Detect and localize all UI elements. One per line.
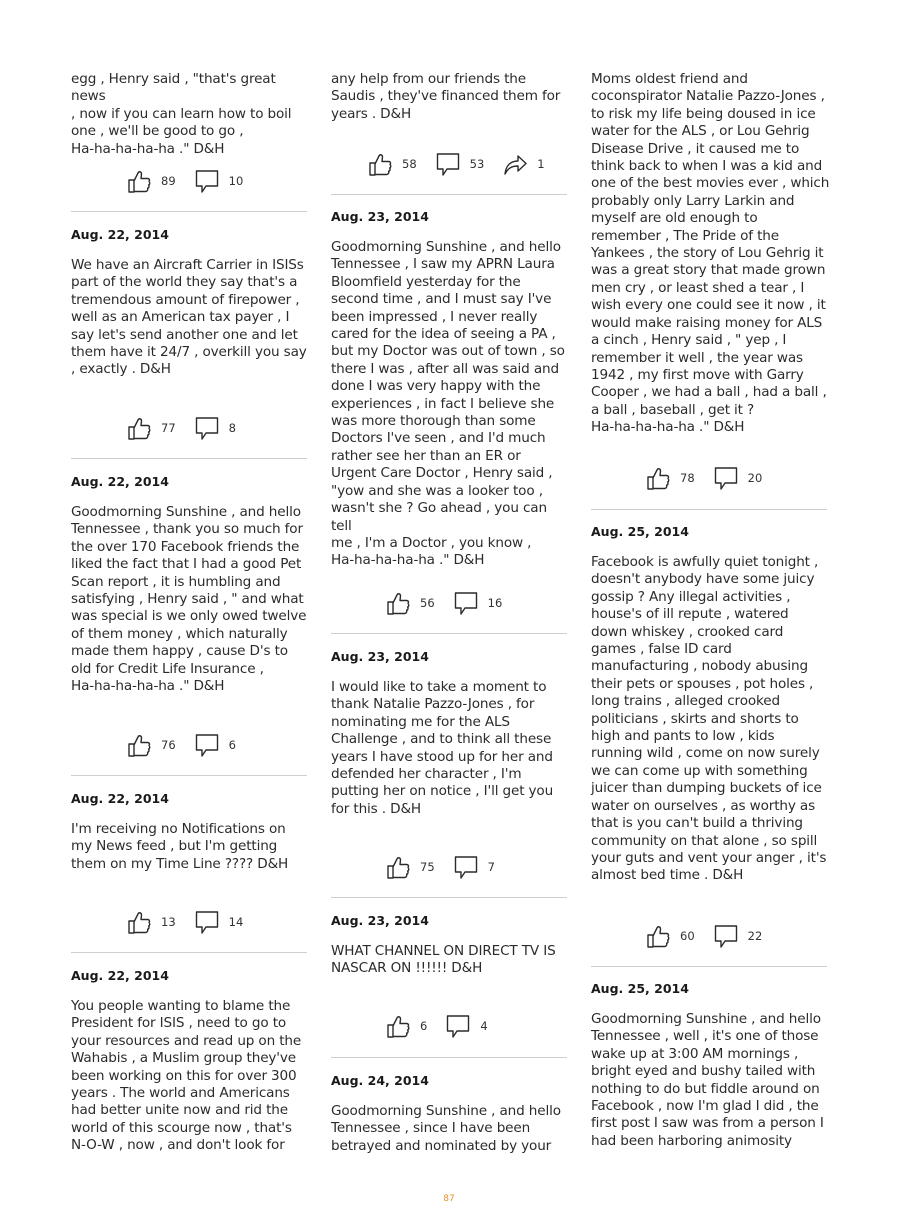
thumbs-up-icon — [385, 854, 411, 880]
post-date: Aug. 23, 2014 — [331, 913, 429, 928]
comment-button[interactable] — [445, 1013, 487, 1039]
post-actions — [385, 1012, 506, 1040]
like-count: 75 — [420, 860, 435, 874]
post-actions — [126, 731, 254, 759]
post-actions — [126, 167, 261, 195]
post-text: Facebook is awfully quiet tonight , doesn't anybody have some juicy gossip ? Any illegal activities , house's of ill repute , watered down whiskey , crooked card games , false ID card manufacturing , nobody abusing their pets or spouses , pot holes , long trains , alleged crooked politicians , skirts and shorts to high and pants to low , kids running wild , come on now surely we can come up with something juicer than dumping buckets of ice water on ourselves , as worthy as that is you can't build a thriving community on that alone , so spill your guts and vent your anger , it's almost bed time . D&H — [591, 554, 827, 884]
post-text: Goodmorning Sunshine , and hello Tennessee , thank you so much for the over 170 Facebook friends the liked the fact that I had a good Pet Scan report , it is humbling and satisfying , Henry said , " and what was special is we only owed twelve of them money , which naturally made them happy , cause D's to old for Credit Life Insurance , Ha-ha-ha-ha-ha ." D&H — [71, 504, 307, 695]
post-actions — [645, 922, 780, 950]
comment-button[interactable] — [194, 732, 236, 758]
thumbs-up-icon — [126, 909, 152, 935]
post-date: Aug. 22, 2014 — [71, 474, 169, 489]
post-text: egg , Henry said , "that's great news , now if you can learn how to boil one , we'll be good to go , Ha-ha-ha-ha-ha ." D&H — [71, 71, 292, 157]
comment-icon — [194, 732, 220, 758]
post-date: Aug. 25, 2014 — [591, 524, 689, 539]
comment-count: 10 — [228, 174, 244, 188]
comment-count: 22 — [747, 929, 763, 943]
comment-button[interactable] — [453, 590, 503, 616]
comment-count: 6 — [228, 738, 236, 752]
comment-count: 4 — [480, 1019, 488, 1033]
post-actions — [385, 589, 520, 617]
comment-button[interactable] — [453, 854, 495, 880]
comment-button[interactable] — [713, 923, 763, 949]
divider — [71, 952, 307, 953]
like-button[interactable] — [645, 465, 695, 491]
comment-icon — [453, 590, 479, 616]
share-count: 1 — [537, 157, 545, 171]
comment-icon — [194, 909, 220, 935]
post-actions — [645, 464, 780, 492]
divider — [71, 775, 307, 776]
like-button[interactable] — [385, 1013, 427, 1039]
comment-count: 8 — [228, 421, 236, 435]
thumbs-up-icon — [126, 732, 152, 758]
comment-count: 53 — [469, 157, 485, 171]
post-text: Goodmorning Sunshine , and hello Tennessee , I saw my APRN Laura Bloomfield yesterday for the second time , and I must say I've been impressed , I never really cared for the idea of seeing a PA , but my Doctor was out of town , so there I was , after all was said and done I was very happy with the experiences , in fact I believe she was more thorough than some Doctors I've seen , and I'd much rather see her than an ER or Urgent Care Doctor , Henry said , "yow and she was a looker too , wasn't she ? Go ahead , you can tell me , I'm a Doctor , you know , Ha-ha-ha-ha-ha ." D&H — [331, 239, 565, 569]
comment-icon — [713, 465, 739, 491]
divider — [71, 458, 307, 459]
like-count: 78 — [680, 471, 695, 485]
comment-icon — [453, 854, 479, 880]
comment-button[interactable] — [435, 151, 485, 177]
post-date: Aug. 22, 2014 — [71, 968, 169, 983]
like-count: 89 — [161, 174, 176, 188]
comment-count: 14 — [228, 915, 244, 929]
thumbs-up-icon — [367, 151, 393, 177]
share-icon — [502, 151, 528, 177]
like-count: 60 — [680, 929, 695, 943]
post-date: Aug. 22, 2014 — [71, 227, 169, 242]
comment-button[interactable] — [194, 168, 244, 194]
post-text: Goodmorning Sunshine , and hello Tennessee , since I have been betrayed and nominated by your — [331, 1103, 561, 1154]
comment-icon — [445, 1013, 471, 1039]
post-actions — [385, 853, 513, 881]
post-text: Goodmorning Sunshine , and hello Tennessee , well , it's one of those wake up at 3:00 AM mornings , bright eyed and bushy tailed with nothing to do but fiddle around on Facebook , now I'm glad I did , the first post I saw was from a person I had been harboring animosity — [591, 1011, 824, 1149]
divider — [331, 633, 567, 634]
comment-button[interactable] — [194, 909, 244, 935]
like-count: 56 — [420, 596, 435, 610]
post-date: Aug. 22, 2014 — [71, 791, 169, 806]
like-count: 77 — [161, 421, 176, 435]
divider — [71, 211, 307, 212]
like-button[interactable] — [385, 590, 435, 616]
divider — [591, 509, 827, 510]
thumbs-up-icon — [385, 1013, 411, 1039]
post-actions — [367, 150, 563, 178]
like-button[interactable] — [126, 909, 176, 935]
like-button[interactable] — [645, 923, 695, 949]
thumbs-up-icon — [385, 590, 411, 616]
comment-count: 7 — [487, 860, 495, 874]
divider — [591, 966, 827, 967]
post-text: Moms oldest friend and coconspirator Natalie Pazzo-Jones , to risk my life being doused in ice water for the ALS , or Lou Gehrig Disease Drive , it caused me to think back to when I was a kid and one of the best movies ever , which probably only Larry Larkin and myself are old enough to remember , The Pride of the Yankees , the story of Lou Gehrig it was a great story that made grown men cry , or least shed a tear , I wish every one could see it now , it would make raising money for ALS a cinch , Henry said , " yep , I remember it well , the year was 1942 , my first move with Garry Cooper , we had a ball , had a ball , a ball , baseball , get it ? Ha-ha-ha-ha-ha ." D&H — [591, 71, 830, 436]
comment-count: 20 — [747, 471, 763, 485]
divider — [331, 897, 567, 898]
post-text: any help from our friends the Saudis , they've financed them for years . D&H — [331, 71, 561, 122]
like-button[interactable] — [385, 854, 435, 880]
post-text: We have an Aircraft Carrier in ISISs part of the world they say that's a tremendous amount of firepower , well as an American tax payer , I say let's send another one and let them have it 24/7 , overkill you say , exactly . D&H — [71, 257, 307, 378]
like-button[interactable] — [126, 168, 176, 194]
thumbs-up-icon — [126, 415, 152, 441]
post-text: I would like to take a moment to thank Natalie Pazzo-Jones , for nominating me for the ALS Challenge , and to think all these years I have stood up for her and defended her character , I'm putting her on notice , I'll get you for this . D&H — [331, 679, 554, 817]
post-date: Aug. 23, 2014 — [331, 649, 429, 664]
share-button[interactable] — [502, 151, 544, 177]
comment-icon — [194, 415, 220, 441]
comment-count: 16 — [487, 596, 503, 610]
comment-button[interactable] — [713, 465, 763, 491]
post-text: WHAT CHANNEL ON DIRECT TV IS NASCAR ON !!!!!! D&H — [331, 943, 556, 977]
like-count: 13 — [161, 915, 176, 929]
thumbs-up-icon — [645, 923, 671, 949]
post-date: Aug. 24, 2014 — [331, 1073, 429, 1088]
comment-icon — [713, 923, 739, 949]
comment-button[interactable] — [194, 415, 236, 441]
comment-icon — [435, 151, 461, 177]
post-actions — [126, 908, 261, 936]
like-button[interactable] — [126, 415, 176, 441]
post-text: I'm receiving no Notifications on my News feed , but I'm getting them on my Time Line ???? D&H — [71, 821, 289, 872]
divider — [331, 194, 567, 195]
like-button[interactable] — [126, 732, 176, 758]
thumbs-up-icon — [126, 168, 152, 194]
post-text: You people wanting to blame the President for ISIS , need to go to your resources and read up on the Wahabis , a Muslim group they've been working on this for over 300 years . The world and Americans had better unite now and rid the world of this scourge now , that's N-O-W , now , and don't look for — [71, 998, 302, 1154]
like-count: 76 — [161, 738, 176, 752]
like-count: 6 — [420, 1019, 428, 1033]
page-number: 87 — [443, 1194, 455, 1204]
like-count: 58 — [402, 157, 417, 171]
post-date: Aug. 25, 2014 — [591, 981, 689, 996]
post-date: Aug. 23, 2014 — [331, 209, 429, 224]
divider — [331, 1057, 567, 1058]
like-button[interactable] — [367, 151, 417, 177]
post-actions — [126, 414, 254, 442]
thumbs-up-icon — [645, 465, 671, 491]
comment-icon — [194, 168, 220, 194]
